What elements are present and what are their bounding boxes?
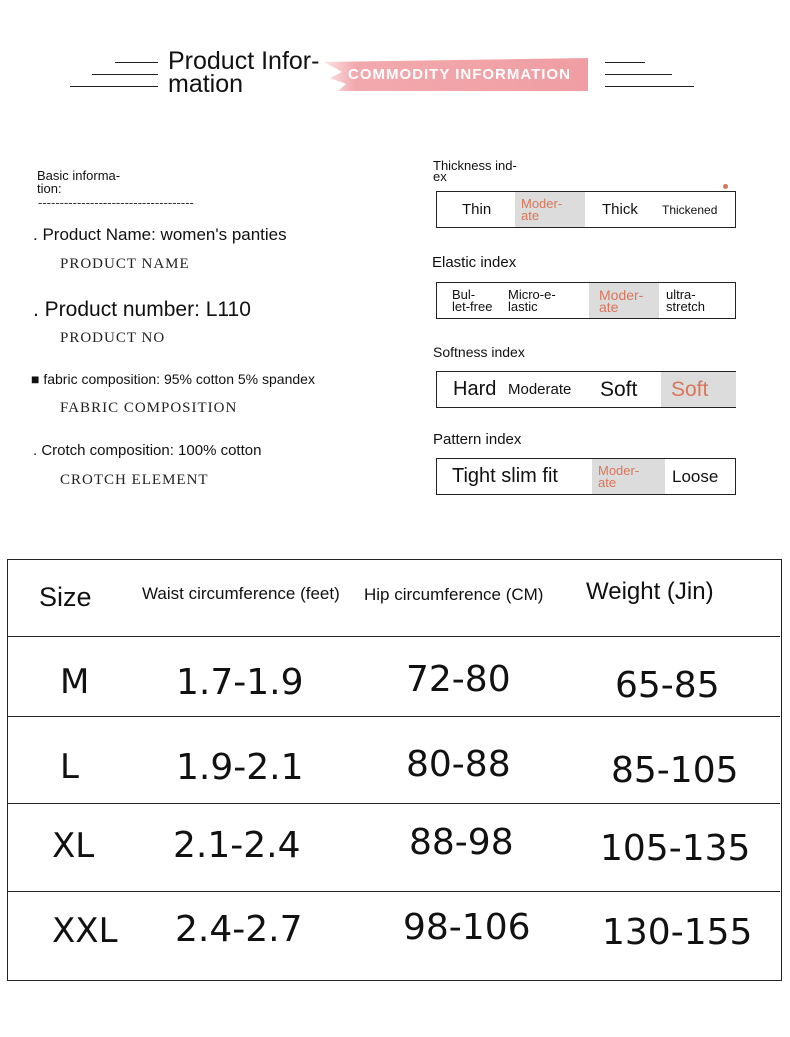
table-cell-weight: 65-85 (615, 665, 720, 706)
header-deco-line (115, 62, 158, 63)
header-deco-line (70, 86, 158, 87)
pattern-index-scale (436, 458, 736, 495)
table-row-divider (8, 891, 780, 892)
header-weight: Weight (Jin) (586, 578, 714, 605)
option-moderate-selected: Moder- ate (515, 192, 585, 227)
header-deco-line (605, 74, 672, 75)
table-cell-size: XXL (52, 911, 118, 951)
header-size: Size (39, 582, 92, 612)
pattern-index-title: Pattern index (433, 431, 522, 448)
header-deco-line (92, 74, 158, 75)
heading-line: Basic informa- (37, 168, 121, 183)
commodity-information-badge (324, 58, 588, 91)
option-moderate-selected: Moder- ate (592, 459, 665, 494)
table-cell-hip: 98-106 (403, 907, 531, 948)
page-title-line: Product Infor- (168, 47, 320, 75)
heading-line: tion: (37, 181, 62, 196)
product-name-value: . Product Name: women's panties (33, 225, 287, 244)
product-number-label: PRODUCT NO (60, 330, 166, 346)
option-thin: Thin (462, 201, 492, 218)
table-cell-waist: 1.7-1.9 (176, 662, 304, 703)
option-tight-slim-fit: Tight slim fit (452, 465, 558, 487)
elastic-index-title: Elastic index (432, 254, 517, 271)
table-cell-size: XL (52, 826, 95, 866)
table-cell-waist: 2.1-2.4 (173, 825, 301, 866)
option-ultra-stretch: ultra- stretch (666, 286, 706, 314)
table-cell-waist: 1.9-2.1 (176, 747, 304, 788)
option-bullet-free: Bul- let-free (452, 286, 493, 314)
option-thick: Thick (602, 201, 638, 218)
product-name-label: PRODUCT NAME (60, 256, 190, 272)
table-cell-hip: 80-88 (406, 744, 511, 785)
softness-index-scale (436, 371, 736, 408)
crotch-composition-label: CROTCH ELEMENT (60, 472, 209, 488)
crotch-composition-value: . Crotch composition: 100% cotton (33, 442, 262, 459)
table-cell-weight: 105-135 (600, 828, 751, 869)
softness-index-title: Softness index (433, 344, 525, 360)
table-cell-weight: 130-155 (602, 912, 753, 953)
table-cell-hip: 88-98 (409, 822, 514, 863)
table-row-divider (8, 716, 780, 717)
table-cell-weight: 85-105 (611, 750, 739, 791)
fabric-composition-value: ■ fabric composition: 95% cotton 5% spandex (31, 371, 315, 387)
product-number-value: . Product number: L110 (33, 298, 251, 321)
page-title (168, 47, 338, 98)
header-deco-line (605, 62, 645, 63)
basic-information-heading (37, 169, 137, 195)
table-cell-size: L (60, 747, 79, 787)
dashed-divider: ------------------------------------ (38, 195, 194, 210)
thickness-index-title (433, 160, 517, 182)
option-micro-elastic: Micro-e- lastic (508, 286, 556, 314)
title-line: Thickness ind- (433, 158, 517, 173)
fabric-composition-label: FABRIC COMPOSITION (60, 400, 238, 416)
option-moderate-selected: Moder- ate (589, 283, 659, 318)
thickness-index-scale (436, 191, 736, 228)
table-cell-waist: 2.4-2.7 (175, 909, 303, 950)
header-waist: Waist circumference (feet) (142, 584, 340, 603)
option-moderate: Moderate (508, 381, 572, 398)
title-line: ex (433, 169, 447, 184)
table-cell-hip: 72-80 (406, 659, 511, 700)
elastic-index-scale (436, 282, 736, 319)
header-deco-line (605, 86, 694, 87)
table-row-divider (8, 803, 780, 804)
accent-dot-icon (723, 184, 728, 189)
option-soft: Soft (600, 377, 638, 401)
option-loose: Loose (672, 466, 719, 486)
badge-label: COMMODITY INFORMATION (348, 66, 571, 83)
option-soft-selected: Soft (661, 372, 736, 407)
table-cell-size: M (60, 662, 90, 702)
option-hard: Hard (453, 378, 497, 400)
page-title-line: mation (168, 70, 244, 98)
option-thickened: Thickened (662, 202, 718, 217)
header-hip: Hip circumference (CM) (364, 585, 544, 604)
table-row-divider (8, 636, 780, 637)
